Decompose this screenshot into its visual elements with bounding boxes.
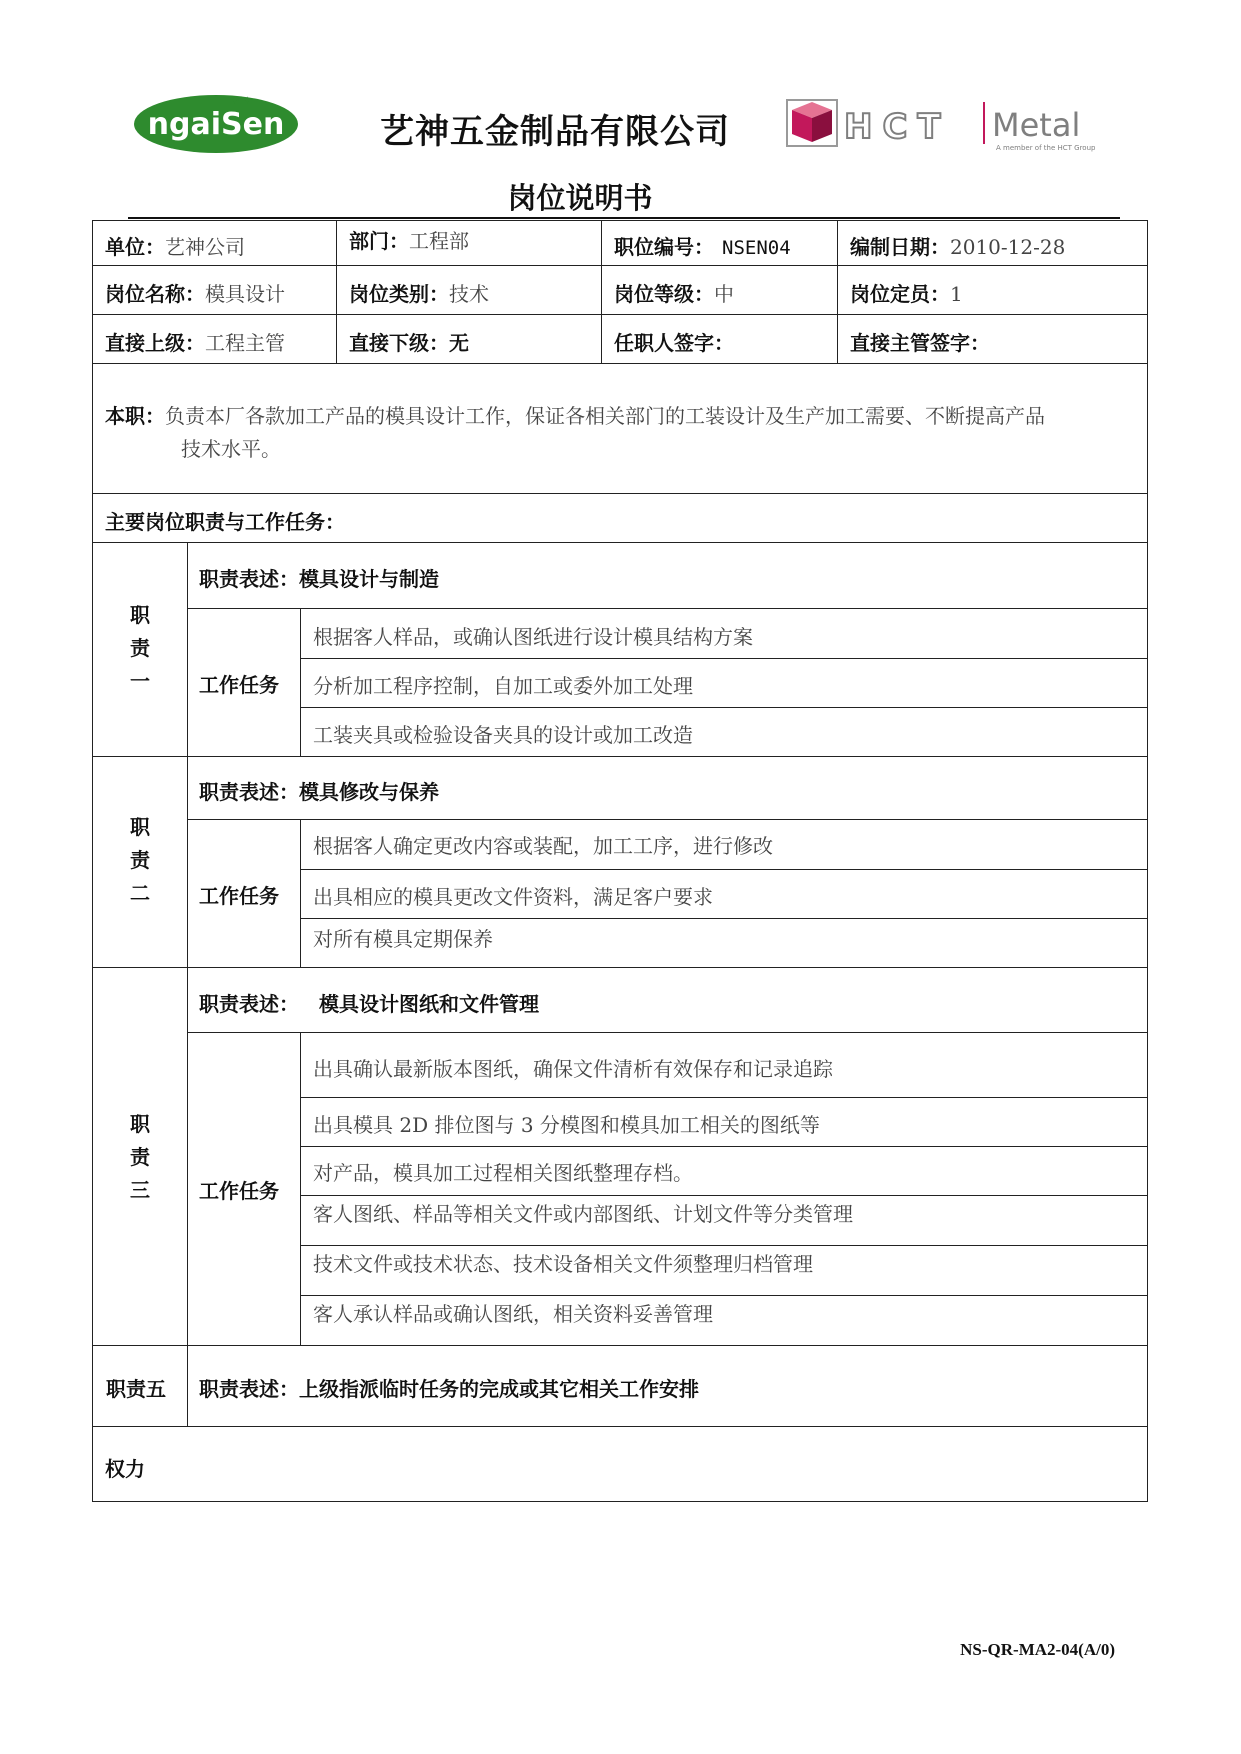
duty-2-task-2	[300, 869, 1148, 919]
duty-3-char-2: 责	[130, 1145, 150, 1169]
hct-tagline: A member of the HCT Group	[996, 144, 1096, 152]
duties-heading-cell	[92, 493, 1148, 543]
grade-label: 岗位等级：	[614, 282, 714, 306]
hct-logo-text: HCT	[844, 107, 951, 147]
duty-5-name-cell	[92, 1345, 188, 1427]
quota-label: 岗位定员：	[850, 282, 950, 306]
duty-3-tasks-label-cell	[187, 1032, 301, 1346]
subordinate-value: 无	[449, 331, 469, 355]
duty-1-statement-cell	[187, 542, 1148, 609]
duty-1-task-3	[300, 707, 1148, 757]
title-divider	[128, 217, 1120, 219]
metal-logo-text: Metal	[992, 106, 1081, 144]
duty-2-statement-cell	[187, 756, 1148, 820]
duty-3-char-3: 三	[130, 1178, 150, 1202]
duty-3-task-2	[300, 1097, 1148, 1147]
duty-2-task-3	[300, 918, 1148, 968]
duty-2-tasks-label: 工作任务	[199, 884, 279, 908]
summary-line-1: 负责本厂各款加工产品的模具设计工作，保证各相关部门的工装设计及生产加工需要、不断提高产品	[165, 404, 1045, 428]
duty-1-char-3: 一	[130, 669, 150, 693]
signer-cell	[601, 314, 838, 364]
quota-cell	[837, 265, 1148, 315]
duty-1-char-1: 职	[130, 603, 150, 627]
grade-value: 中	[714, 282, 734, 306]
duty-5-statement-label: 职责表述：	[199, 1377, 299, 1401]
code-value: NSEN04	[722, 237, 791, 259]
manager-sign-label: 直接主管签字：	[850, 331, 990, 355]
hct-metal-logo	[786, 98, 1096, 158]
company-name: 艺神五金制品有限公司	[380, 112, 730, 152]
type-value: 技术	[449, 282, 489, 306]
duty-5-statement-cell	[187, 1345, 1148, 1427]
duty-2-task-3-text: 对所有模具定期保养	[313, 927, 493, 951]
subordinate-label: 直接下级：	[349, 331, 449, 355]
duty-1-task-1	[300, 608, 1148, 659]
duty-3-task-1-text: 出具确认最新版本图纸，确保文件清析有效保存和记录追踪	[313, 1057, 833, 1081]
document-code: NS-QR-MA2-04(A/0)	[960, 1640, 1115, 1659]
unit-value: 艺神公司	[165, 235, 245, 259]
duties-heading: 主要岗位职责与工作任务：	[105, 510, 345, 534]
authority-label: 权力	[105, 1457, 145, 1481]
duty-3-task-5	[300, 1245, 1148, 1296]
dept-cell	[336, 220, 602, 266]
ngaisen-logo-text: ngaiSen	[147, 107, 285, 142]
duty-2-statement: 模具修改与保养	[299, 780, 439, 804]
job-description-table	[92, 220, 1148, 1502]
duty-3-statement-cell	[187, 967, 1148, 1033]
duty-3-name-cell	[92, 967, 188, 1346]
grade-cell	[601, 265, 838, 315]
duty-2-statement-label: 职责表述：	[199, 780, 299, 804]
duty-2-task-2-text: 出具相应的模具更改文件资料，满足客户要求	[313, 885, 713, 909]
duty-3-task-3	[300, 1146, 1148, 1196]
date-label: 编制日期：	[850, 235, 950, 259]
duty-3-task-6	[300, 1295, 1148, 1346]
quota-value: 1	[950, 282, 963, 306]
manager-sign-cell	[837, 314, 1148, 364]
superior-value: 工程主管	[205, 331, 285, 355]
duty-2-task-1	[300, 819, 1148, 870]
summary-label: 本职：	[105, 404, 165, 428]
duty-2-name-cell	[92, 756, 188, 968]
superior-cell	[92, 314, 337, 364]
document-title: 岗位说明书	[507, 181, 653, 215]
duty-1-task-1-text: 根据客人样品，或确认图纸进行设计模具结构方案	[313, 625, 753, 649]
duty-1-task-2	[300, 658, 1148, 708]
duty-1-name-cell	[92, 542, 188, 757]
duty-3-task-5-text: 技术文件或技术状态、技术设备相关文件须整理归档管理	[313, 1252, 813, 1276]
duty-3-task-2-text: 出具模具 2D 排位图与 3 分模图和模具加工相关的图纸等	[313, 1113, 820, 1137]
duty-1-tasks-label: 工作任务	[199, 673, 279, 697]
duty-5-name: 职责五	[106, 1377, 166, 1401]
star-icon: ✦ ✦	[230, 94, 252, 107]
summary-line-2: 技术水平。	[181, 437, 281, 461]
duty-1-char-2: 责	[130, 636, 150, 660]
type-cell	[336, 265, 602, 315]
superior-label: 直接上级：	[105, 331, 205, 355]
unit-label: 单位：	[105, 235, 165, 259]
duty-1-task-2-text: 分析加工程序控制，自加工或委外加工处理	[313, 674, 693, 698]
duty-1-statement: 模具设计与制造	[299, 567, 439, 591]
date-cell	[837, 220, 1148, 266]
duty-3-task-4-text: 客人图纸、样品等相关文件或内部图纸、计划文件等分类管理	[313, 1202, 853, 1226]
duty-2-char-2: 责	[130, 848, 150, 872]
duty-3-statement-label: 职责表述：	[199, 992, 299, 1016]
duty-3-tasks-label: 工作任务	[199, 1179, 279, 1203]
duty-3-task-1	[300, 1032, 1148, 1098]
signer-label: 任职人签字：	[614, 331, 734, 355]
code-label: 职位编号：	[614, 235, 714, 259]
duty-3-task-6-text: 客人承认样品或确认图纸，相关资料妥善管理	[313, 1302, 713, 1326]
duty-1-statement-label: 职责表述：	[199, 567, 299, 591]
date-value: 2010-12-28	[950, 235, 1066, 259]
duty-1-tasks-label-cell	[187, 608, 301, 757]
duty-2-task-1-text: 根据客人确定更改内容或装配，加工工序，进行修改	[313, 834, 773, 858]
duty-5-statement: 上级指派临时任务的完成或其它相关工作安排	[299, 1377, 699, 1401]
duty-3-task-3-text: 对产品，模具加工过程相关图纸整理存档。	[313, 1161, 693, 1185]
duty-2-char-1: 职	[130, 815, 150, 839]
duty-3-task-4	[300, 1195, 1148, 1246]
authority-cell	[92, 1426, 1148, 1502]
subordinate-cell	[336, 314, 602, 364]
duty-1-task-3-text: 工装夹具或检验设备夹具的设计或加工改造	[313, 723, 693, 747]
duty-2-char-3: 二	[130, 881, 150, 905]
summary-cell	[92, 363, 1148, 494]
type-label: 岗位类别：	[349, 282, 449, 306]
duty-3-char-1: 职	[130, 1112, 150, 1136]
duty-2-tasks-label-cell	[187, 819, 301, 968]
dept-value: 工程部	[409, 229, 469, 253]
ngaisen-logo	[132, 90, 300, 154]
duty-3-statement: 模具设计图纸和文件管理	[319, 992, 539, 1016]
dept-label: 部门：	[349, 229, 409, 253]
code-cell	[601, 220, 838, 266]
name-label: 岗位名称：	[105, 282, 205, 306]
name-cell	[92, 265, 337, 315]
name-value: 模具设计	[205, 282, 285, 306]
unit-cell	[92, 220, 337, 266]
